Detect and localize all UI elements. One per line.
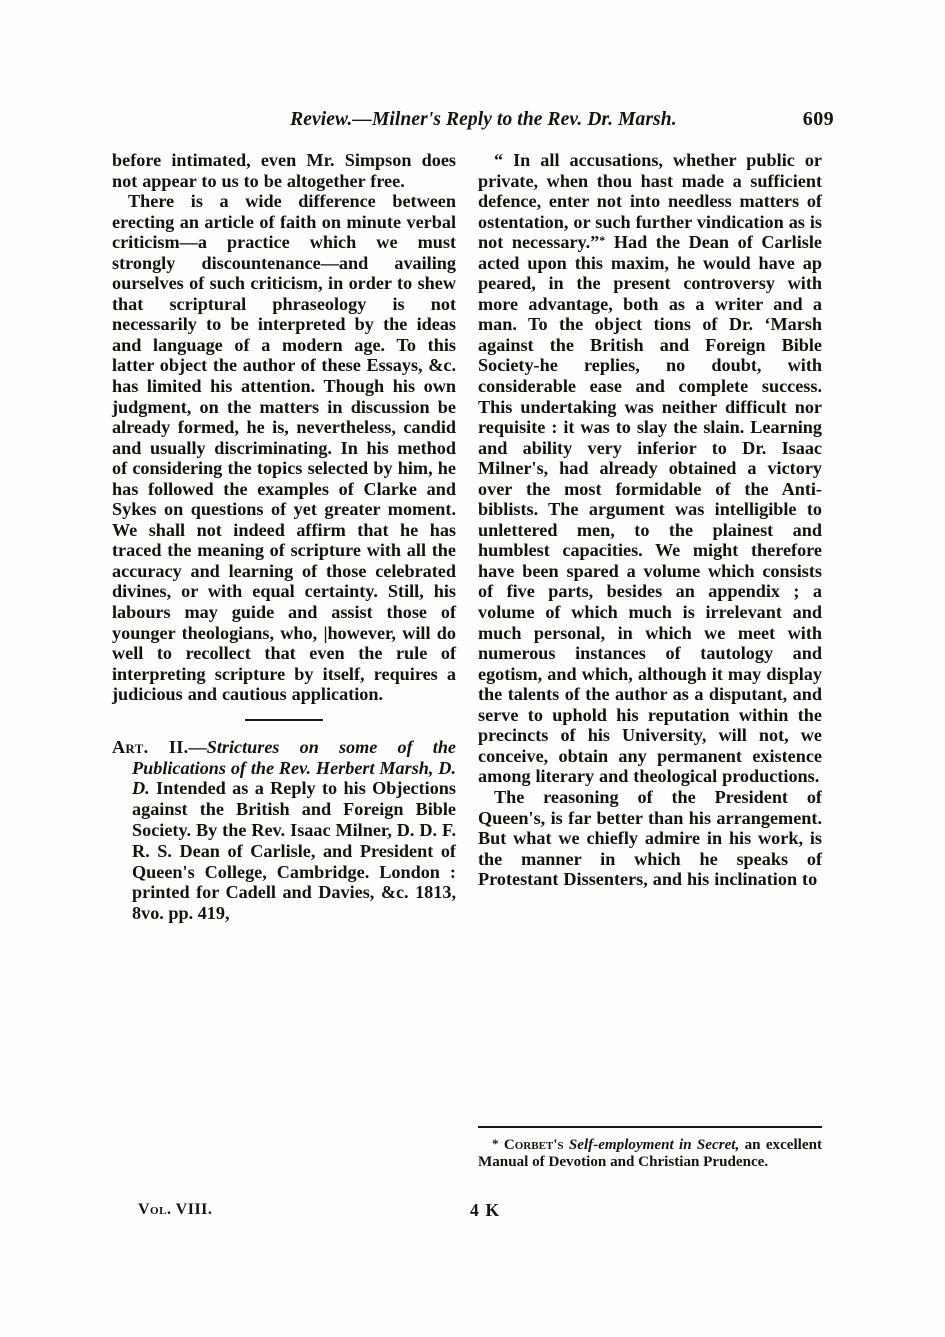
article-imprint: Intended as a Reply to his Objections against the British and Foreign Bible Society. By the Rev. Isaac Milner, D. D. F. R. S. Dean of Carlisle, and President of Queen's College, Cambridge. London : printed for Cadell and Davies, &c. 1813, 8vo. pp. 419,	[132, 778, 456, 924]
article-dash: —	[188, 736, 207, 757]
paragraph: The reasoning of the President of Queen's, is far better than his arrangement. But what we chiefly admire in his work, is the manner in which he speaks of Protestant Dissenters, and his inclination to	[478, 786, 822, 890]
footnote-area	[478, 1126, 822, 1171]
footnote-source: Corbet's	[498, 1137, 569, 1153]
right-column	[478, 150, 822, 890]
footnote-reference: *	[599, 233, 606, 248]
volume-mark: Vol. VIII.	[138, 1201, 213, 1218]
footnote-title: Self-employment in Secret,	[568, 1137, 740, 1153]
footnote-marker: *	[492, 1136, 499, 1151]
running-head-title: Review.—Milner's Reply to the Rev. Dr. Marsh.	[290, 109, 677, 130]
left-column	[112, 150, 456, 924]
signature-mark: 4 K	[470, 1200, 501, 1220]
footnote-rule	[478, 1126, 822, 1128]
paragraph: before intimated, even Mr. Simpson does not appear to us to be altogether free.	[112, 150, 456, 191]
block-quotation: “ In all accusations, whether public or private, when thou hast made a sufficient defence, enter not into needless matters of ostentation, or such further vindication as is not necessary.”	[478, 150, 822, 253]
article-title: Strictures on some of the Publications of the Rev. Herbert Marsh, D. D.	[132, 736, 457, 799]
page-footer	[112, 1201, 834, 1225]
footnote-text	[478, 1135, 822, 1171]
page-number: 609	[802, 108, 834, 130]
article-label: Art. II.	[112, 736, 189, 757]
article-citation	[112, 737, 456, 924]
paragraph: There is a wide difference between erecting an article of faith on minute verbal criticism—a practice which we must strongly discountenance—and availing ourselves of such criticism, in order to shew that scriptural phraseology is not necessarily to be interpreted by the ideas and language of a modern age. To this latter object the author of these Essays, &c. has limited his attention. Though his own judgment, on the matters in discussion be already formed, he is, nevertheless, candid and usually discriminating. In his method of considering the topics selected by him, he has followed the examples of Clarke and Sykes on questions of yet greater moment. We shall not indeed affirm that he has traced the meaning of scripture with all the accuracy and learning of those celebrated divines, or with equal certainty. Still, his labours may guide and assist those of younger theologians, who, |however, will do well to recollect that even the rule of interpreting scripture by itself, requires a judicious and cautious application.	[112, 191, 456, 705]
section-divider	[245, 719, 323, 721]
running-head	[112, 108, 834, 134]
paragraph	[478, 150, 822, 787]
footnote-description: an excellent Manual of Devotion and Christian Prudence.	[478, 1137, 822, 1171]
paragraph-continuation: Had the Dean of Carlisle acted upon this maxim, he would have ap peared, in the present controversy with more advantage, both as a writer and a man. To the object tions of Dr. ‘Marsh against the British and Foreign Bible Society-he replies, no doubt, with considerable ease and complete success. This undertaking was neither difficult nor requisite : it was to slay the slain. Learning and ability very inferior to Dr. Isaac Milner's, had already obtained a victory over the most formidable of the Anti-biblists. The argument was intelligible to unlettered men, to the plainest and humblest capacities. We might therefore have been spared a volume which consists of five parts, besides an appendix ; a volume of which much is irrelevant and much personal, in which we meet with numerous instances of tautology and egotism, and which, although it may display the talents of the author as a disputant, and serve to uphold his reputation within the precincts of his University, will not, we conceive, obtain any permanent existence among literary and theological productions.	[478, 232, 822, 787]
